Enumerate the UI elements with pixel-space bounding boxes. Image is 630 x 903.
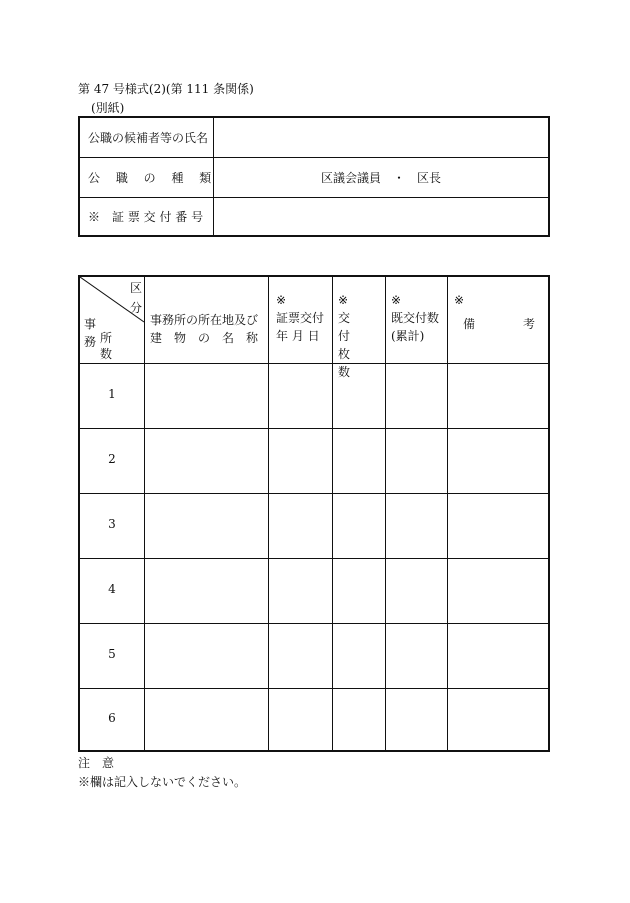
row-divider: [80, 428, 548, 429]
row-divider: [80, 558, 548, 559]
candidate-info-table: [78, 116, 550, 237]
corner-label-bun: 分: [130, 301, 143, 315]
header-remarks: [454, 291, 544, 333]
header-issued-count: [338, 291, 384, 381]
row-number: 4: [108, 582, 116, 596]
candidate-name-row: [80, 118, 548, 158]
header-address-line2: 建 物 の 名 称: [150, 331, 259, 345]
form-title: 第 47 号様式(2)(第 111 条関係): [78, 82, 254, 96]
column-divider: [332, 277, 333, 750]
header-remarks-label: 備 考: [462, 317, 535, 331]
column-divider: [144, 277, 145, 750]
certificate-number-row: [80, 198, 548, 235]
corner-label-sho: 所: [100, 331, 113, 345]
candidate-name-field[interactable]: [214, 118, 548, 157]
row-divider: [80, 623, 548, 624]
header-address-line1: 事務所の所在地及び: [150, 313, 259, 327]
column-divider: [385, 277, 386, 750]
header-cumulative-line1: 既交付数: [391, 311, 440, 325]
notes-heading: 注 意: [78, 756, 115, 770]
row-number: 3: [108, 517, 116, 531]
corner-label-ku: 区: [130, 281, 143, 295]
candidate-name-label: 公職の候補者等の氏名: [80, 118, 214, 157]
header-issue-date: [276, 291, 332, 345]
office-type-value[interactable]: 区議会議員 ・ 区長: [320, 171, 441, 185]
corner-label-ji: 事: [84, 317, 97, 331]
header-issued-count-line2: 枚 数: [338, 347, 375, 379]
corner-label-su: 数: [100, 347, 113, 361]
notes-text: ※欄は記入しないでください。: [78, 775, 247, 789]
column-divider: [447, 277, 448, 750]
certificate-number-field[interactable]: [214, 198, 548, 235]
row-number: 5: [108, 647, 116, 661]
reference-mark-icon: ※: [454, 293, 465, 307]
header-address: [150, 311, 266, 347]
reference-mark-icon: ※: [276, 293, 287, 307]
certificate-number-label: ※ 証 票 交 付 番 号: [80, 198, 214, 235]
office-type-label: 公 職 の 種 類: [80, 158, 214, 197]
row-divider: [80, 363, 548, 364]
row-number: 6: [108, 711, 116, 725]
office-type-row: [80, 158, 548, 198]
header-cumulative-count: [391, 291, 447, 345]
office-list-table: [78, 275, 550, 752]
row-divider: [80, 493, 548, 494]
header-issue-date-line2: 年 月 日: [276, 329, 320, 343]
header-issued-count-line1: 交 付: [338, 311, 375, 343]
reference-mark-icon: ※: [338, 293, 349, 307]
row-number: 2: [108, 452, 116, 466]
corner-label-mu: 務: [84, 335, 97, 349]
row-number: 1: [108, 387, 116, 401]
reference-mark-icon: ※: [391, 293, 402, 307]
row-divider: [80, 688, 548, 689]
form-subtitle: (別紙): [91, 101, 125, 115]
header-issue-date-line1: 証票交付: [276, 311, 325, 325]
header-cumulative-line2: (累計): [391, 329, 425, 343]
column-divider: [268, 277, 269, 750]
